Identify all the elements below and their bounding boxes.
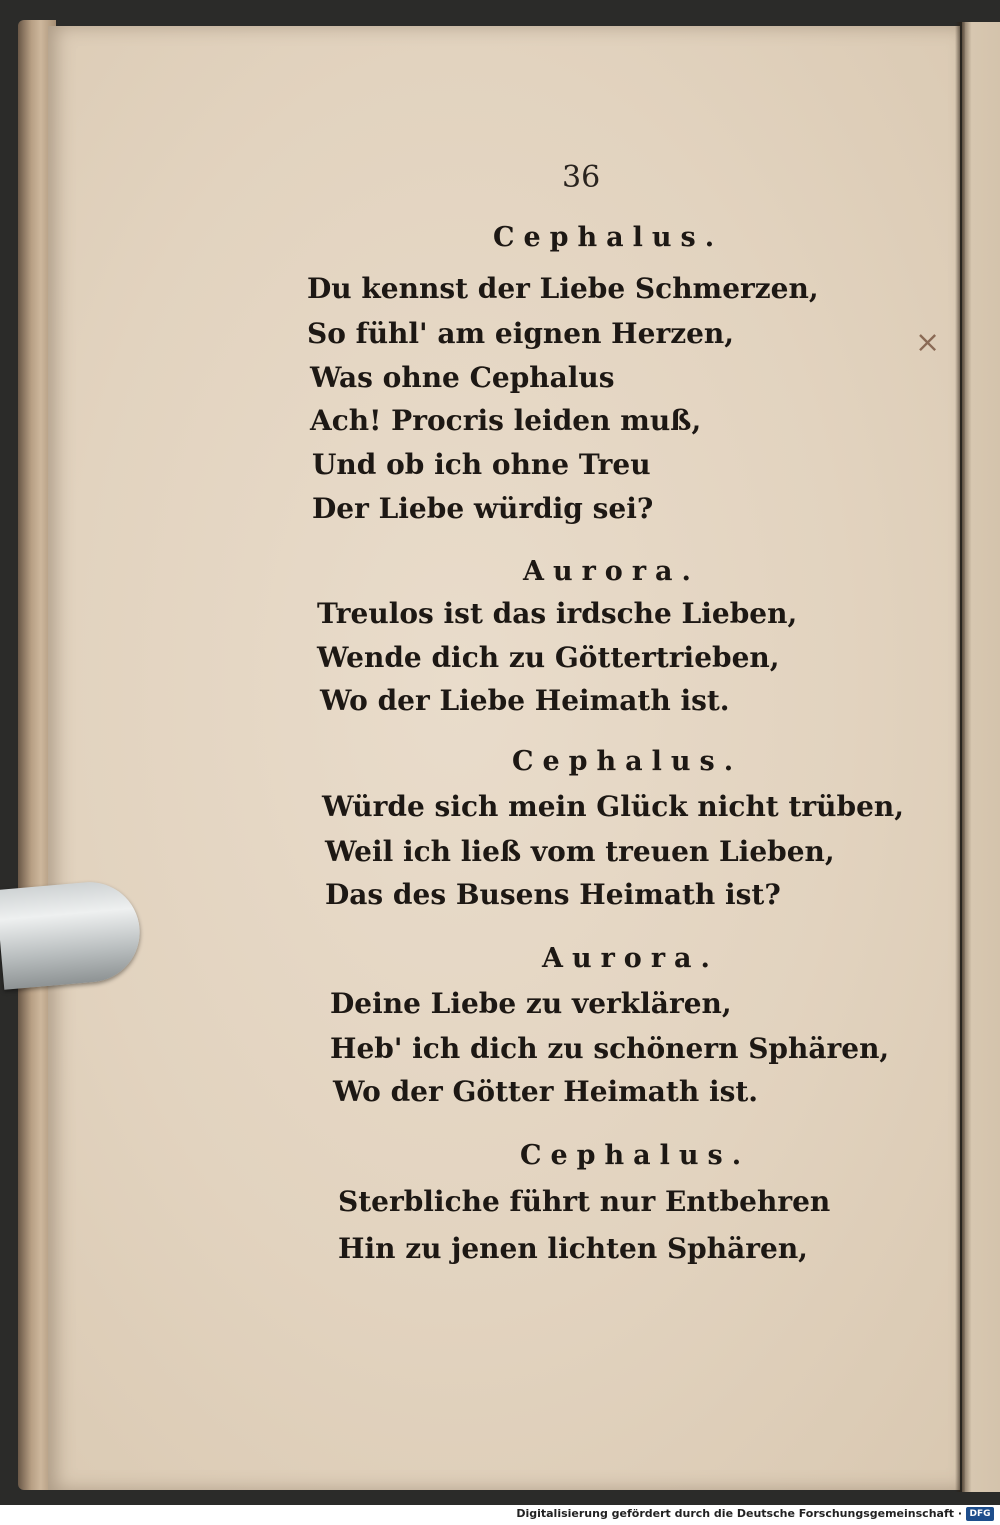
verse-line: Was ohne Cephalus xyxy=(310,361,615,394)
facing-page-edge xyxy=(962,22,1000,1492)
verse-line: Heb' ich dich zu schönern Sphären, xyxy=(330,1032,890,1065)
dfg-logo: DFG xyxy=(966,1507,994,1521)
verse-line: Hin zu jenen lichten Sphären, xyxy=(338,1232,808,1265)
speaker-label: Aurora. xyxy=(542,943,719,974)
speaker-label: Cephalus. xyxy=(520,1140,751,1171)
verse-line: Wo der Götter Heimath ist. xyxy=(333,1075,759,1108)
footer-credit: Digitalisierung gefördert durch die Deutsche Forschungsgemeinschaft · xyxy=(516,1507,962,1520)
verse-line: Der Liebe würdig sei? xyxy=(312,492,654,525)
verse-line: Wo der Liebe Heimath ist. xyxy=(320,684,730,717)
verse-line: Ach! Procris leiden muß, xyxy=(310,404,702,437)
verse-line: Das des Busens Heimath ist? xyxy=(325,878,781,911)
verse-line: So fühl' am eignen Herzen, xyxy=(307,317,735,350)
verse-line: Wende dich zu Göttertrieben, xyxy=(317,641,780,674)
speaker-label: Cephalus. xyxy=(512,746,743,777)
verse-line: Weil ich ließ vom treuen Lieben, xyxy=(325,835,835,868)
verse-line: Deine Liebe zu verklären, xyxy=(330,987,732,1020)
page-number: 36 xyxy=(562,160,601,195)
verse-line: Du kennst der Liebe Schmerzen, xyxy=(307,272,819,305)
verse-line: Und ob ich ohne Treu xyxy=(312,448,651,481)
footer-bar xyxy=(0,1505,1000,1525)
verse-line: Würde sich mein Glück nicht trüben, xyxy=(322,790,905,823)
pencil-mark: × xyxy=(915,325,941,360)
verse-line: Treulos ist das irdsche Lieben, xyxy=(317,597,798,630)
verse-line: Sterbliche führt nur Entbehren xyxy=(338,1185,831,1218)
speaker-label: Aurora. xyxy=(523,556,700,587)
speaker-label: Cephalus. xyxy=(493,222,724,253)
